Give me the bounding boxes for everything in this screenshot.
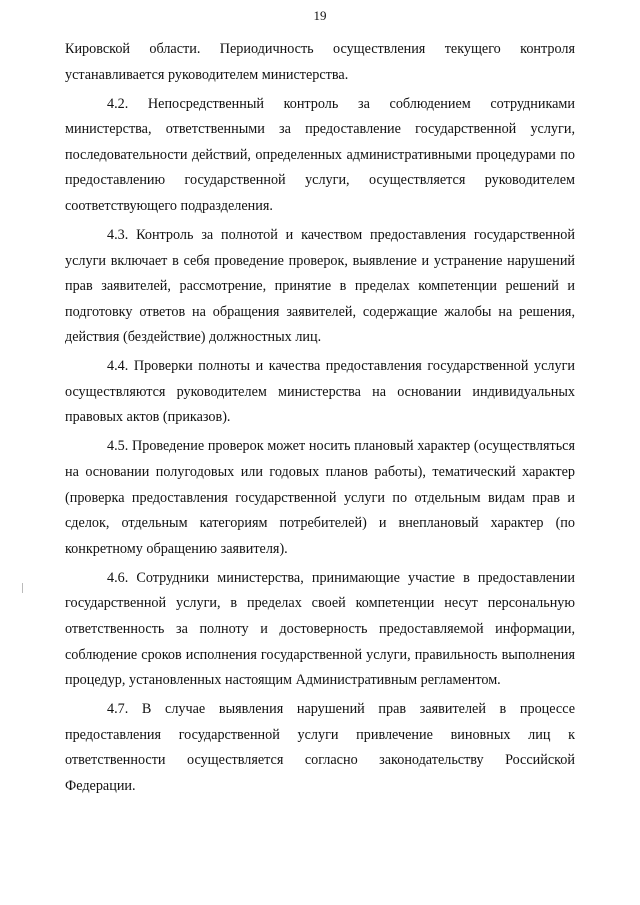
paragraph-4-7: 4.7. В случае выявления нарушений прав заявителей в процессе предоставления государственной услуги привлечение виновных лиц к ответственности осуществляется согласно законодательству Российской Федерации.	[65, 701, 575, 794]
document-body	[65, 37, 575, 803]
scan-margin-mark	[22, 583, 23, 593]
paragraph-continuation: Кировской области. Периодичность осуществления текущего контроля устанавливается руководителем министерства.	[65, 41, 575, 83]
paragraph-4-6: 4.6. Сотрудники министерства, принимающие участие в предоставлении государственной услуги, в пределах своей компетенции несут персональную ответственность за полноту и достоверность предоставляемой информации, соблюдение сроков исполнения государственной услуги, правильность выполнения процедур, установленных настоящим Административным регламентом.	[65, 569, 575, 689]
page-number: 19	[313, 8, 327, 23]
paragraph-4-4: 4.4. Проверки полноты и качества предоставления государственной услуги осуществляются руководителем министерства на основании индивидуальных правовых актов (приказов).	[65, 358, 575, 426]
paragraph-4-3: 4.3. Контроль за полнотой и качеством предоставления государственной услуги включает в себя проведение проверок, выявление и устранение нарушений прав заявителей, рассмотрение, принятие в пределах компетенции решений и подготовку ответов на обращения заявителей, содержащие жалобы на решения, действия (бездействие) должностных лиц.	[65, 226, 575, 346]
paragraph-4-2: 4.2. Непосредственный контроль за соблюдением сотрудниками министерства, ответственными за предоставление государственной услуги, последовательности действий, определенных административными процедурами по предоставлению государственной услуги, осуществляется руководителем соответствующего подразделения.	[65, 95, 575, 214]
paragraph-4-5: 4.5. Проведение проверок может носить плановый характер (осуществляться на основании полугодовых или годовых планов работы), тематический характер (проверка предоставления государственной услуги по отдельным видам прав и сделок, отдельным категориям потребителей) и внеплановый характер (по конкретному обращению заявителя).	[65, 438, 575, 557]
